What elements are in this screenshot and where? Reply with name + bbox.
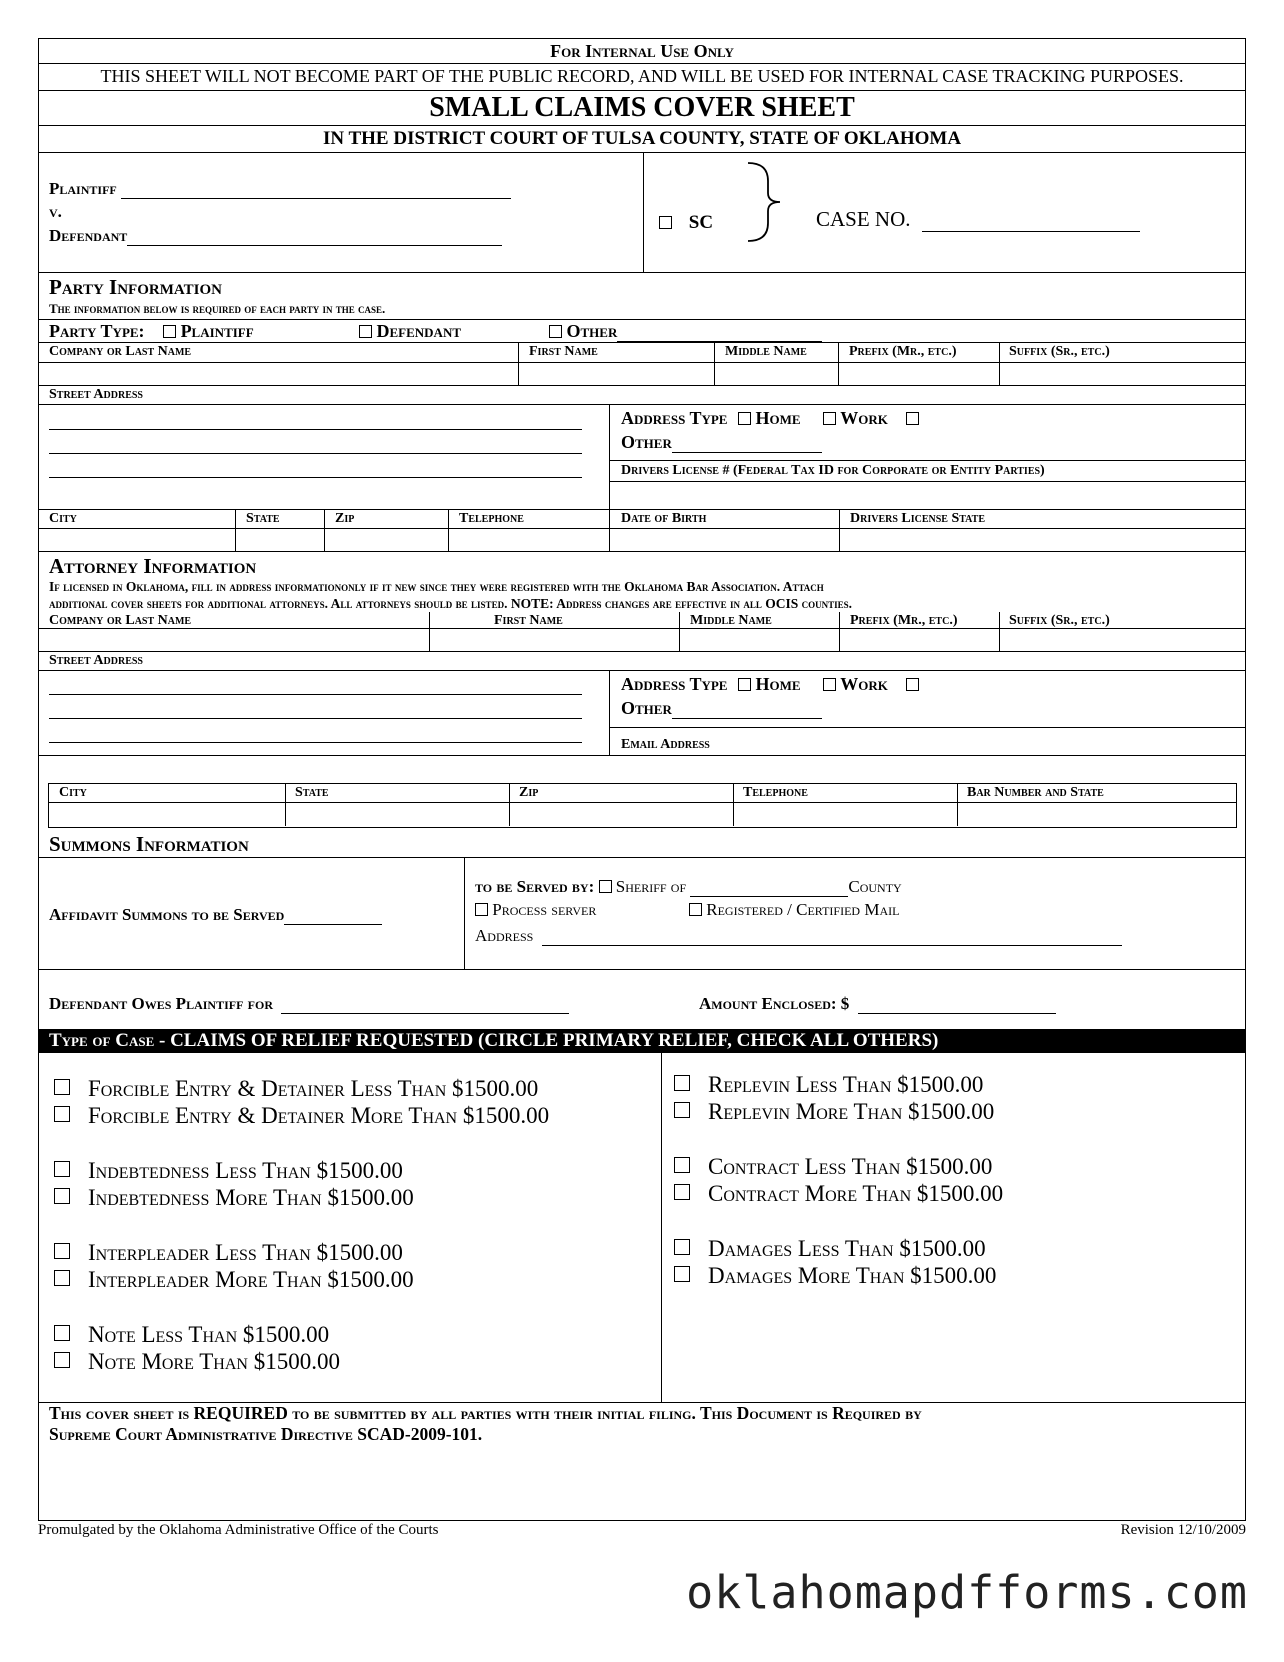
- party-col-suffix: Suffix (Sr., etc.): [1009, 344, 1110, 359]
- case-option-contract-more[interactable]: [674, 1181, 1003, 1207]
- party-col-dl-state: Drivers License State: [850, 511, 986, 526]
- attorney-col-zip: Zip: [519, 785, 539, 800]
- summons-address-field[interactable]: [542, 945, 1122, 946]
- party-col-telephone: Telephone: [459, 511, 524, 526]
- case-option-fed-less[interactable]: [54, 1076, 538, 1102]
- party-type-plaintiff-checkbox[interactable]: [163, 325, 176, 338]
- attorney-street-address-label: Street Address: [49, 653, 143, 668]
- sc-label: SC: [688, 212, 714, 233]
- public-record-notice: THIS SHEET WILL NOT BECOME PART OF THE PUBLIC RECORD, AND WILL BE USED FOR INTERNAL CASE TRACKING PURPOSES.: [100, 66, 1184, 86]
- case-option-label: Note Less Than $1500.00: [88, 1322, 330, 1347]
- attorney-address-line-3[interactable]: [49, 742, 582, 743]
- checkbox[interactable]: [54, 1188, 70, 1204]
- party-type-other-label: Other: [566, 321, 618, 341]
- process-server-checkbox[interactable]: [475, 903, 488, 916]
- case-option-replevin-more[interactable]: [674, 1099, 994, 1125]
- checkbox[interactable]: [54, 1161, 70, 1177]
- promulgated-note: Promulgated by the Oklahoma Administrative Office of the Courts: [38, 1522, 439, 1538]
- process-server-label: Process server: [492, 900, 597, 919]
- checkbox[interactable]: [674, 1157, 690, 1173]
- attorney-addr-work-checkbox[interactable]: [823, 678, 836, 691]
- plaintiff-name-field[interactable]: [121, 198, 511, 199]
- attorney-address-line-1[interactable]: [49, 694, 582, 695]
- checkbox[interactable]: [674, 1239, 690, 1255]
- revision-note: Revision 12/10/2009: [1120, 1522, 1246, 1538]
- party-addr-other-checkbox[interactable]: [906, 412, 919, 425]
- case-option-fed-more[interactable]: [54, 1103, 549, 1129]
- case-option-interpleader-more[interactable]: [54, 1267, 414, 1293]
- case-option-label: Indebtedness More Than $1500.00: [88, 1185, 414, 1210]
- attorney-col-bar-number: Bar Number and State: [967, 785, 1104, 800]
- attorney-addr-other-checkbox[interactable]: [906, 678, 919, 691]
- case-option-label: Interpleader Less Than $1500.00: [88, 1240, 403, 1265]
- case-option-note-more[interactable]: [54, 1349, 340, 1375]
- attorney-col-middle-name: Middle Name: [690, 613, 772, 628]
- case-option-indebtedness-less[interactable]: [54, 1158, 403, 1184]
- registered-mail-label: Registered / Certified Mail: [706, 900, 900, 919]
- defendant-label: Defendant: [49, 226, 128, 245]
- case-option-label: Contract Less Than $1500.00: [708, 1154, 993, 1179]
- summons-info-heading: Summons Information: [49, 832, 249, 856]
- party-addr-work-label: Work: [840, 408, 888, 428]
- defendant-owes-field[interactable]: [281, 1013, 569, 1014]
- checkbox[interactable]: [674, 1075, 690, 1091]
- served-by-label: to be Served by:: [475, 877, 595, 896]
- checkbox[interactable]: [674, 1184, 690, 1200]
- case-option-interpleader-less[interactable]: [54, 1240, 403, 1266]
- summons-address-label: Address: [475, 926, 534, 945]
- checkbox[interactable]: [674, 1266, 690, 1282]
- party-type-other-checkbox[interactable]: [549, 325, 562, 338]
- attorney-addr-other-label: Other: [621, 698, 672, 718]
- checkbox[interactable]: [674, 1102, 690, 1118]
- attorney-col-city: City: [59, 785, 87, 800]
- case-no-label: CASE NO.: [816, 207, 911, 231]
- party-address-line-3[interactable]: [49, 477, 582, 478]
- party-col-zip: Zip: [335, 511, 355, 526]
- checkbox[interactable]: [54, 1079, 70, 1095]
- attorney-address-type-label: Address Type: [621, 674, 728, 694]
- defendant-owes-label: Defendant Owes Plaintiff for: [49, 994, 273, 1013]
- party-drivers-license-label: Drivers License # (Federal Tax ID for Corporate or Entity Parties): [621, 463, 1045, 478]
- checkbox[interactable]: [54, 1352, 70, 1368]
- sheriff-county-field[interactable]: [690, 896, 848, 897]
- registered-mail-checkbox[interactable]: [689, 903, 702, 916]
- court-name: IN THE DISTRICT COURT OF TULSA COUNTY, STATE OF OKLAHOMA: [322, 128, 962, 149]
- sc-checkbox[interactable]: [659, 216, 672, 229]
- case-option-damages-more[interactable]: [674, 1263, 996, 1289]
- attorney-email-label: Email Address: [621, 737, 710, 752]
- affidavit-summons-label: Affidavit Summons to be Served: [49, 905, 285, 924]
- checkbox[interactable]: [54, 1106, 70, 1122]
- case-option-label: Interpleader More Than $1500.00: [88, 1267, 414, 1292]
- amount-enclosed-field[interactable]: [858, 1013, 1056, 1014]
- plaintiff-label: Plaintiff: [49, 179, 117, 198]
- case-option-damages-less[interactable]: [674, 1236, 986, 1262]
- party-col-last-name: Company or Last Name: [49, 344, 192, 359]
- party-type-defendant-label: Defendant: [376, 321, 462, 341]
- attorney-col-last-name: Company or Last Name: [49, 613, 192, 628]
- required-notice-line-1: This cover sheet is REQUIRED to be submitted by all parties with their initial filing. This Document is Required by: [49, 1403, 922, 1423]
- affidavit-summons-field[interactable]: [284, 924, 382, 925]
- party-col-state: State: [246, 511, 280, 526]
- party-required-note: The information below is required of each party in the case.: [49, 301, 386, 316]
- attorney-addr-work-label: Work: [840, 674, 888, 694]
- case-option-label: Indebtedness Less Than $1500.00: [88, 1158, 403, 1183]
- internal-use-heading: For Internal Use Only: [550, 41, 734, 61]
- case-option-contract-less[interactable]: [674, 1154, 992, 1180]
- defendant-name-field[interactable]: [127, 245, 502, 246]
- party-type-label: Party Type:: [49, 321, 145, 341]
- attorney-addr-other-field[interactable]: [672, 718, 822, 719]
- attorney-info-heading: Attorney Information: [49, 554, 257, 578]
- attorney-col-prefix: Prefix (Mr., etc.): [850, 613, 958, 628]
- case-type-banner: [39, 1029, 1245, 1053]
- case-option-label: Contract More Than $1500.00: [708, 1181, 1004, 1206]
- case-type-instructions: - CLAIMS OF RELIEF REQUESTED (CIRCLE PRIMARY RELIEF, CHECK ALL OTHERS): [154, 1030, 939, 1051]
- attorney-addr-home-label: Home: [755, 674, 801, 694]
- case-option-replevin-less[interactable]: [674, 1072, 983, 1098]
- case-option-label: Damages More Than $1500.00: [708, 1263, 997, 1288]
- party-col-middle-name: Middle Name: [725, 344, 807, 359]
- case-no-field[interactable]: [922, 231, 1140, 232]
- attorney-note-line-2: additional cover sheets for additional attorneys. All attorneys should be listed. NOTE: Address changes are effective in all OCIS counties.: [49, 596, 853, 611]
- party-addr-other-field[interactable]: [672, 452, 822, 453]
- attorney-col-suffix: Suffix (Sr., etc.): [1009, 613, 1110, 628]
- county-label: County: [848, 877, 902, 896]
- case-option-label: Replevin More Than $1500.00: [708, 1099, 995, 1124]
- party-address-type-label: Address Type: [621, 408, 728, 428]
- case-option-note-less[interactable]: [54, 1322, 329, 1348]
- party-street-address-label: Street Address: [49, 387, 143, 402]
- cover-sheet-form: [38, 38, 1246, 1521]
- party-addr-work-checkbox[interactable]: [823, 412, 836, 425]
- brace-icon: [744, 161, 784, 243]
- party-addr-home-checkbox[interactable]: [738, 412, 751, 425]
- attorney-col-first-name: First Name: [494, 613, 563, 628]
- case-option-label: Damages Less Than $1500.00: [708, 1236, 986, 1261]
- party-col-first-name: First Name: [529, 344, 598, 359]
- case-option-label: Forcible Entry & Detainer Less Than $1500.00: [88, 1076, 539, 1101]
- party-type-defendant-checkbox[interactable]: [359, 325, 372, 338]
- attorney-addr-home-checkbox[interactable]: [738, 678, 751, 691]
- required-notice-line-2: Supreme Court Administrative Directive SCAD-2009-101.: [49, 1424, 483, 1444]
- attorney-note-line-1: If licensed in Oklahoma, fill in address informationonly if it new since they were registered with the Oklahoma Bar Association. Attach: [49, 579, 824, 594]
- versus-label: v.: [49, 202, 62, 221]
- site-watermark: oklahomapdfforms.com: [686, 1566, 1248, 1619]
- party-col-dob: Date of Birth: [621, 511, 707, 526]
- party-type-plaintiff-label: Plaintiff: [180, 321, 254, 341]
- attorney-col-telephone: Telephone: [743, 785, 808, 800]
- attorney-address-line-2[interactable]: [49, 718, 582, 719]
- amount-enclosed-label: Amount Enclosed: $: [699, 994, 850, 1013]
- attorney-location-table: [48, 783, 1237, 828]
- case-type-heading: Type of Case: [49, 1030, 155, 1051]
- party-addr-other-label: Other: [621, 432, 672, 452]
- sheriff-checkbox[interactable]: [599, 880, 612, 893]
- sheriff-of-label: Sheriff of: [615, 877, 687, 896]
- attorney-col-state: State: [295, 785, 329, 800]
- party-col-prefix: Prefix (Mr., etc.): [849, 344, 957, 359]
- checkbox[interactable]: [54, 1243, 70, 1259]
- party-type-row: [49, 321, 254, 342]
- case-option-indebtedness-more[interactable]: [54, 1185, 414, 1211]
- party-address-line-2[interactable]: [49, 453, 582, 454]
- case-option-label: Note More Than $1500.00: [88, 1349, 340, 1374]
- checkbox[interactable]: [54, 1325, 70, 1341]
- form-title: SMALL CLAIMS COVER SHEET: [429, 92, 855, 123]
- party-addr-home-label: Home: [755, 408, 801, 428]
- checkbox[interactable]: [54, 1270, 70, 1286]
- case-option-label: Replevin Less Than $1500.00: [708, 1072, 984, 1097]
- case-option-label: Forcible Entry & Detainer More Than $1500.00: [88, 1103, 550, 1128]
- party-col-city: City: [49, 511, 77, 526]
- party-address-line-1[interactable]: [49, 429, 582, 430]
- party-info-heading: Party Information: [49, 275, 222, 299]
